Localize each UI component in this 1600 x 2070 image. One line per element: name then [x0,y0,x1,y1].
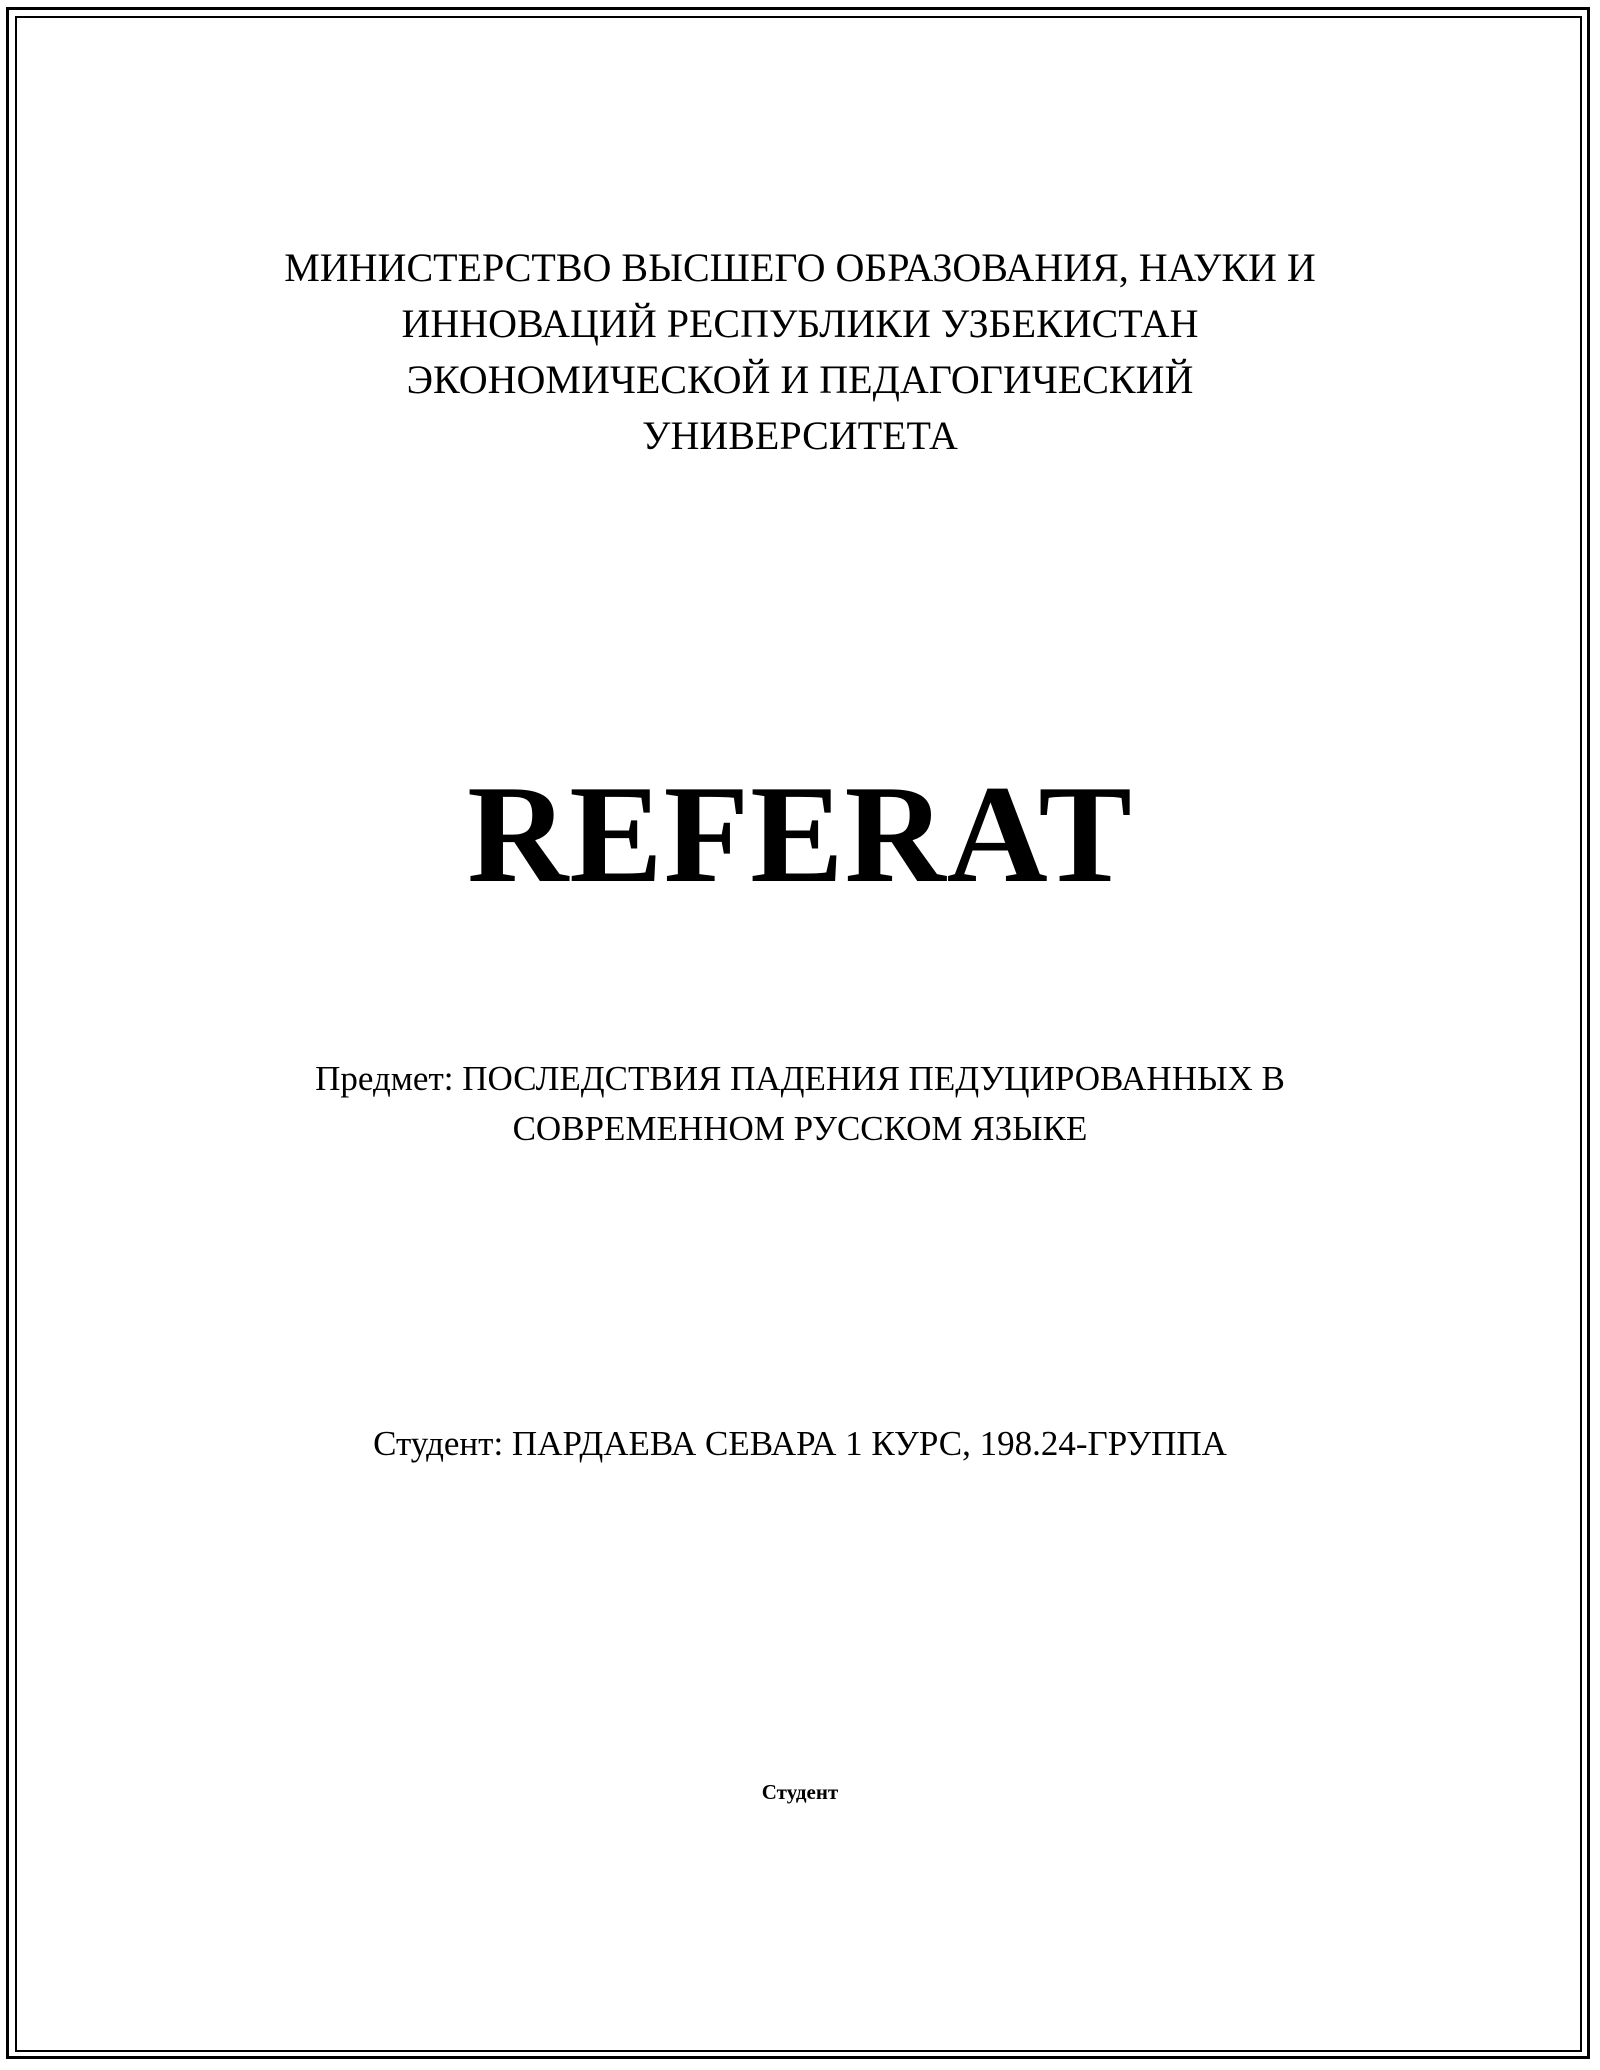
subject-line: Предмет: ПОСЛЕДСТВИЯ ПАДЕНИЯ ПЕДУЦИРОВАННЫХ В [315,1059,1285,1098]
ministry-header-line: ИННОВАЦИЙ РЕСПУБЛИКИ УЗБЕКИСТАН [401,301,1199,346]
ministry-header-line: МИНИСТЕРСТВО ВЫСШЕГО ОБРАЗОВАНИЯ, НАУКИ И [284,245,1316,290]
ministry-header-line: ЭКОНОМИЧЕСКОЙ И ПЕДАГОГИЧЕСКИЙ [406,357,1194,402]
ministry-header [0,240,1600,464]
student-info: Студент: ПАРДАЕВА СЕВАРА 1 КУРС, 198.24-ГРУППА [373,1424,1227,1463]
document-title: REFERAT [467,757,1133,912]
ministry-header-line: УНИВЕРСИТЕТА [642,413,958,458]
subject-line: СОВРЕМЕННОМ РУССКОМ ЯЗЫКЕ [512,1109,1088,1148]
student-label: Студент [761,1780,839,1804]
subject-block [0,1054,1600,1154]
